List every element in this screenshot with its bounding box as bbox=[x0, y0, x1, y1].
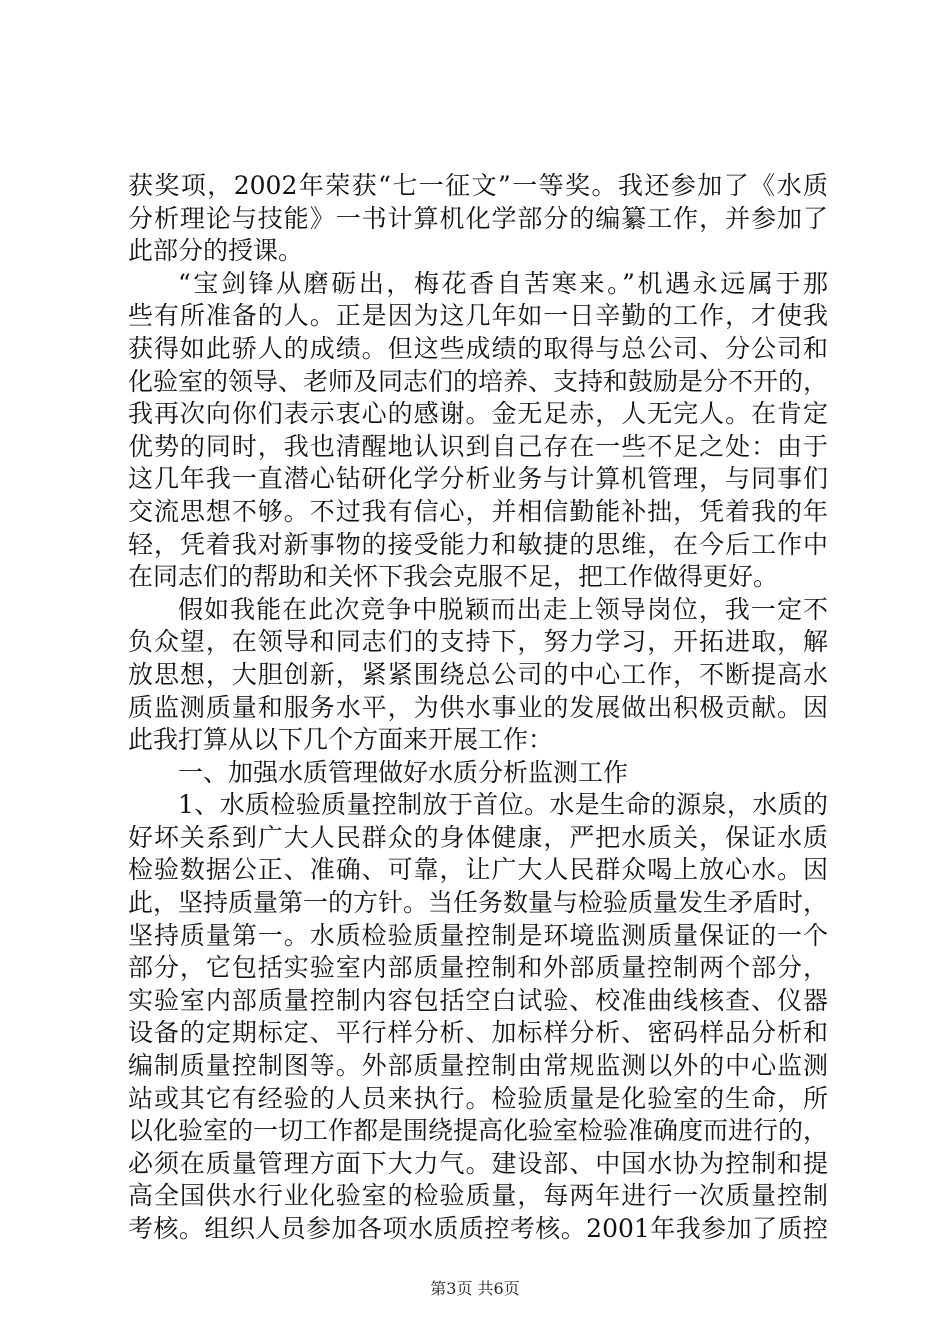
text-line: 化验室的领导、老师及同志们的培养、支持和鼓励是分不开的， bbox=[128, 366, 829, 396]
text-line: 好坏关系到广大人民群众的身体健康，严把水质关，保证水质 bbox=[128, 822, 828, 852]
text-line: “宝剑锋从磨砺出，梅花香自苦寒来。”机遇永远属于那 bbox=[178, 268, 828, 298]
text-line: 坚持质量第一。水质检验质量控制是环境监测质量保证的一个 bbox=[128, 920, 828, 950]
text-line: 负众望，在领导和同志们的支持下，努力学习，开拓进取，解 bbox=[128, 627, 828, 657]
text-line: 获得如此骄人的成绩。但这些成绩的取得与总公司、分公司和 bbox=[128, 333, 828, 363]
text-line: 获奖项，2002年荣获“七一征文”一等奖。我还参加了《水质 bbox=[128, 171, 828, 200]
page-number: 第3页 共6页 bbox=[430, 1279, 520, 1298]
text-line: 假如我能在此次竞争中脱颖而出走上领导岗位，我一定不 bbox=[178, 594, 828, 624]
text-line: 质监测质量和服务水平，为供水事业的发展做出积极贡献。因 bbox=[128, 692, 828, 722]
text-line: 编制质量控制图等。外部质量控制由常规监测以外的中心监测 bbox=[128, 1051, 828, 1081]
text-line: 实验室内部质量控制内容包括空白试验、校准曲线核查、仪器 bbox=[128, 985, 828, 1015]
text-line: 部分，它包括实验室内部质量控制和外部质量控制两个部分， bbox=[128, 953, 828, 983]
text-line: 设备的定期标定、平行样分析、加标样分析、密码样品分析和 bbox=[128, 1018, 828, 1048]
text-line: 轻，凭着我对新事物的接受能力和敏捷的思维，在今后工作中 bbox=[128, 529, 828, 559]
text-line: 高全国供水行业化验室的检验质量，每两年进行一次质量控制 bbox=[128, 1181, 828, 1211]
text-line: 我再次向你们表示衷心的感谢。金无足赤，人无完人。在肯定 bbox=[128, 399, 828, 429]
text-line: 优势的同时，我也清醒地认识到自己存在一些不足之处：由于 bbox=[128, 431, 828, 461]
text-line: 些有所准备的人。正是因为这几年如一日辛勤的工作，才使我 bbox=[128, 301, 828, 331]
text-line: 交流思想不够。不过我有信心，并相信勤能补拙，凭着我的年 bbox=[128, 496, 828, 526]
text-line: 分析理论与技能》一书计算机化学部分的编纂工作，并参加了 bbox=[128, 203, 828, 233]
text-line: 放思想，大胆创新，紧紧围绕总公司的中心工作，不断提高水 bbox=[128, 659, 828, 689]
text-line: 在同志们的帮助和关怀下我会克服不足，把工作做得更好。 bbox=[128, 562, 779, 592]
text-line: 这几年我一直潜心钻研化学分析业务与计算机管理，与同事们 bbox=[128, 464, 828, 494]
text-line: 此，坚持质量第一的方针。当任务数量与检验质量发生矛盾时， bbox=[128, 888, 829, 918]
text-line: 此我打算从以下几个方面来开展工作： bbox=[128, 725, 554, 755]
body-text bbox=[128, 170, 828, 1246]
text-line: 此部分的授课。 bbox=[128, 236, 304, 266]
text-line: 必须在质量管理方面下大力气。建设部、中国水协为控制和提 bbox=[128, 1148, 828, 1178]
text-line: 检验数据公正、准确、可靠，让广大人民群众喝上放心水。因 bbox=[128, 855, 828, 885]
section-heading: 一、加强水质管理做好水质分析监测工作 bbox=[178, 757, 629, 787]
text-line: 考核。组织人员参加各项水质质控考核。2001年我参加了质控 bbox=[128, 1214, 828, 1243]
text-line: 站或其它有经验的人员来执行。检验质量是化验室的生命，所 bbox=[128, 1083, 828, 1113]
text-line: 1、水质检验质量控制放于首位。水是生命的源泉，水质的 bbox=[178, 790, 828, 820]
text-line: 以化验室的一切工作都是围绕提高化验室检验准确度而进行的， bbox=[128, 1116, 829, 1146]
